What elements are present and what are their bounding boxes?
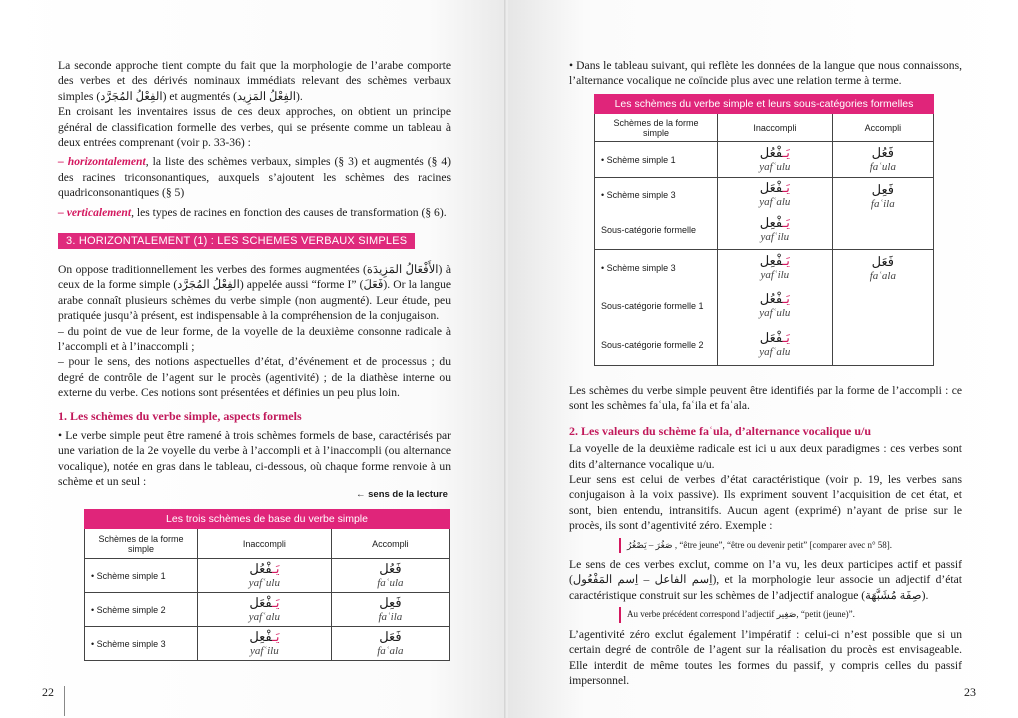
accompli-cell: فَعَل faʿala [331, 627, 449, 661]
right-body [569, 383, 962, 688]
accompli-cell: فَعِل faʿila [331, 593, 449, 627]
table-row [595, 142, 934, 178]
table-subcategories [594, 94, 934, 366]
bullet-horizontal-lead: – horizontalement [58, 155, 146, 169]
row-label: • Schème simple 3 [85, 627, 198, 661]
row-label: • Schème simple 1 [85, 559, 198, 593]
bullet-vertical-text: , les types de racines en fonction des causes de transformation (§ 6). [131, 205, 447, 219]
example-line: صَغُرَ – يَصْغُرُ , “être jeune”, “être ou devenir petit” [comparer avec n° 58]. [619, 538, 962, 553]
row-label: Sous-catégorie formelle 2 [595, 326, 718, 366]
body-paragraph-1: On oppose traditionnellement les verbes des formes augmentées (الأَفْعَالُ المَزِيدَة) à ceux de la forme simple (الفِعْلُ المُجَرَّد) appelée aussi “forme I” (فَعَلَ). Or la langue arabe connaît plusieurs schèmes du verbe simple (non augmenté). Leur étude, peu pratiquée jusqu’à présent, est indispensable à la compréhension de la conjugaison. [58, 263, 452, 323]
table-row [85, 559, 450, 593]
accompli-cell: فَعِل faʿila [832, 178, 933, 250]
intro-paragraph-2: En croisant les inventaires issus de ces deux approches, on obtient un principe général de classification formelle des verbes, qui se présente comme un tableau à deux entrées comprenant (voir p. 33-36) : [58, 105, 451, 150]
table-row [595, 250, 934, 286]
inaccompli-cell: يَـفْعِل yafʿilu [718, 250, 833, 286]
bullet-horizontal [58, 154, 451, 200]
table-row [595, 178, 934, 212]
col-header-accompli: Accompli [331, 529, 449, 559]
right-paragraph-3: Le sens de ces verbes exclut, comme on l’a vu, les deux participes actif et passif (اِسم الفاعل – اِسم المَفْعُول), et la morphologie leur associe un adjectif d’état caractéristique construit sur les schèmes de l’adjectif analogue (صِفَة مُشَبَّهَة). [569, 558, 962, 602]
page-number-right: 23 [964, 685, 976, 699]
col-header-inaccompli: Inaccompli [198, 529, 332, 559]
row-label: Sous-catégorie formelle [595, 212, 718, 250]
right-paragraph-4: L’agentivité zéro exclut également l’impératif : celui-ci n’est possible que si un certain degré de contrôle de l’agent sur la réalisation du procès est envisageable. Elle interdit de même toutes les formes du passif, y compris celles du passif impersonnel. [569, 627, 962, 687]
left-body [58, 262, 451, 490]
sub-heading-formal: 1. Les schèmes du verbe simple, aspects formels [58, 408, 302, 423]
section-banner: 3. HORIZONTALEMENT (1) : LES SCHEMES VERBAUX SIMPLES [58, 233, 415, 249]
note-line: Au verbe précédent correspond l’adjectif صَغِير, “petit (jeune)”. [619, 607, 962, 622]
row-label: • Schème simple 3 [595, 178, 718, 212]
row-label: • Schème simple 2 [85, 593, 198, 627]
inaccompli-cell: يَـفْعَل yafʿalu [718, 178, 833, 212]
row-label: • Schème simple 1 [595, 142, 718, 178]
body-paragraph-4: • Le verbe simple peut être ramené à trois schèmes formels de base, caractérisés par une variation de la 2e voyelle du verbe à l’accompli et à l’inaccompli (ou alternance vocalique), notée en gras dans le tableau, ci-dessous, où chaque forme renvoie à un schème et un seul : [58, 429, 451, 489]
sub-heading-faula: 2. Les valeurs du schème faʿula, d’alternance vocalique u/u [569, 423, 871, 438]
bullet-vertical [58, 205, 451, 220]
margin-rule [64, 686, 65, 716]
accompli-cell: فَعُل faʿula [331, 559, 449, 593]
reading-direction-note: ← sens de la lecture [356, 489, 448, 500]
body-paragraph-3: – pour le sens, des notions aspectuelles d’état, d’événement et de processus ; du degré de contrôle de l’agent sur le procès (agentivité) ; de la diathèse interne ou externe du verbe. Ces notions sont présentées et définies un peu plus loin. [58, 355, 451, 400]
inaccompli-cell: يَـفْعُل yafʿulu [718, 142, 833, 178]
inaccompli-cell: يَـفْعِل yafʿilu [718, 212, 833, 250]
intro-paragraph-1: La seconde approche tient compte du fait que la morphologie de l’arabe comporte des verbes et des dérivés nominaux immédiats relevant des schèmes verbaux simples (الفِعْلُ المُجَرَّد) et augmentés (الفِعْلُ المَزِيد). [58, 59, 451, 103]
right-paragraph-1: La voyelle de la deuxième radicale est ici u aux deux paradigmes : ces verbes sont dits d’alternance vocalique u/u. [569, 442, 962, 471]
table-row [85, 627, 450, 661]
col-header-inaccompli: Inaccompli [718, 114, 833, 142]
col-header-schemes: Schèmes de la forme simple [85, 529, 198, 559]
page-number-left: 22 [42, 685, 54, 699]
right-page [508, 0, 1018, 718]
inaccompli-cell: يَـفْعَل yafʿalu [718, 326, 833, 366]
row-label: • Schème simple 3 [595, 250, 718, 286]
accompli-cell: فَعَل faʿala [832, 250, 933, 366]
after-table-paragraph: Les schèmes du verbe simple peuvent être identifiés par la forme de l’accompli : ce sont les schèmes faʿula, faʿila et faʿala. [569, 384, 962, 413]
table-three-schemes [84, 509, 450, 661]
col-header-accompli: Accompli [832, 114, 933, 142]
left-page [0, 0, 506, 718]
body-paragraph-2: – du point de vue de leur forme, de la voyelle de la deuxième consonne radicale à l’accompli et à l’inaccompli ; [58, 324, 451, 354]
inaccompli-cell: يَـفْعَل yafʿalu [198, 593, 332, 627]
table-row [85, 593, 450, 627]
right-paragraph-2: Leur sens est celui de verbes d’état caractéristique (voir p. 19, les verbes sans conjugaison à la voix passive). Ils expriment souvent l’acquisition de cet état, et sont, bien entendu, intransitifs. Aucun agent (exprimé) n’ayant de prise sur le procès, ils sont d’agentivité zéro. Exemple : [569, 473, 962, 533]
table-caption: Les schèmes du verbe simple et leurs sous-catégories formelles [595, 95, 934, 114]
row-label: Sous-catégorie formelle 1 [595, 286, 718, 326]
left-intro [58, 58, 451, 220]
bullet-horizontal-text: , la liste des schèmes verbaux, simples (§ 3) et augmentés (§ 4) des racines triconsonantiques, auxquels s’ajoutent les schèmes des racines quadriconsonantiques (§ 5) [58, 155, 451, 200]
inaccompli-cell: يَـفْعُل yafʿulu [718, 286, 833, 326]
inaccompli-cell: يَـفْعُل yafʿulu [198, 559, 332, 593]
right-intro: • Dans le tableau suivant, qui reflète les données de la langue que nous connaissons, l’alternance vocalique ne coïncide plus avec une relation terme à terme. [569, 59, 962, 88]
col-header-schemes: Schèmes de la forme simple [595, 114, 718, 142]
table-caption: Les trois schèmes de base du verbe simple [85, 510, 450, 529]
inaccompli-cell: يَـفْعِل yafʿilu [198, 627, 332, 661]
bullet-vertical-lead: – verticalement [58, 205, 132, 219]
accompli-cell: فَعُل faʿula [832, 142, 933, 178]
